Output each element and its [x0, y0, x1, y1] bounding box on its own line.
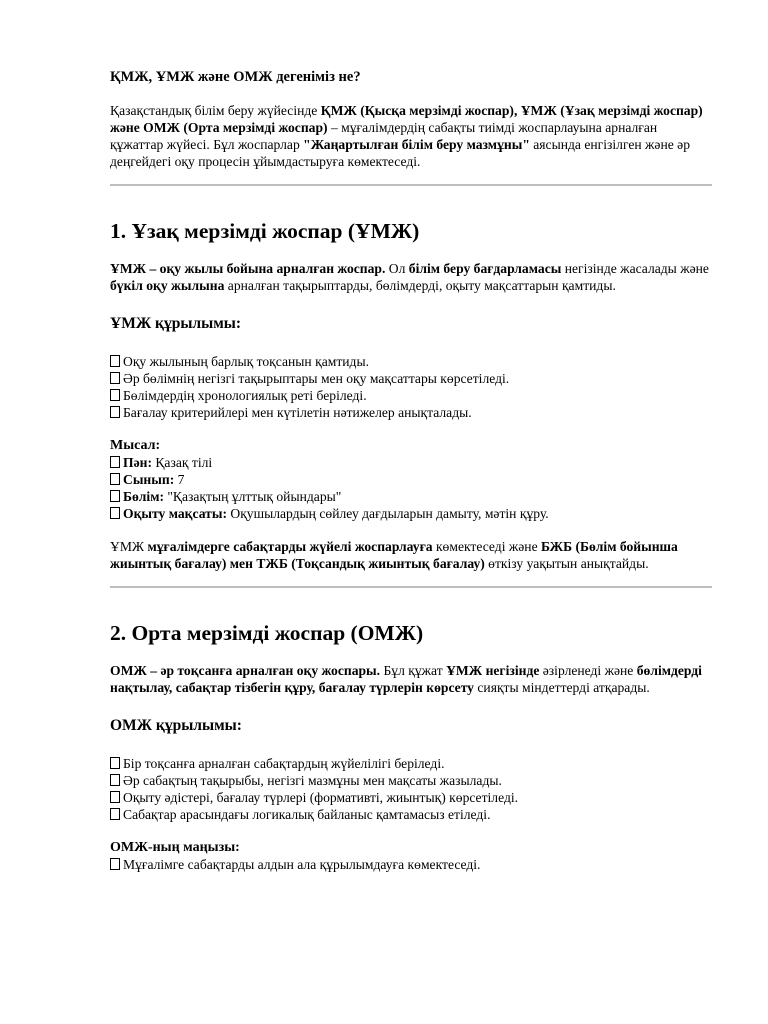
example-label: Сынып:: [123, 472, 175, 487]
checkbox-icon: [110, 507, 120, 519]
list-item: [110, 387, 712, 404]
list-item-text: Бір тоқсанға арналған сабақтардың жүйелілігі беріледі.: [123, 756, 445, 771]
section1-closing-paragraph: [110, 538, 712, 572]
s1-bold-1: ҰМЖ – оқу жылы бойына арналған жоспар.: [110, 261, 386, 276]
checkbox-icon: [110, 774, 120, 786]
list-item-text: Бағалау критерийлері мен күтілетін нәтижелер анықталады.: [123, 405, 472, 420]
checkbox-icon: [110, 858, 120, 870]
checkbox-icon: [110, 791, 120, 803]
example-value: "Қазақтың ұлттық ойындары": [163, 489, 342, 504]
list-item: [110, 471, 712, 488]
s1-text-1: Ол: [385, 261, 409, 276]
section1-structure-list: [110, 353, 712, 421]
list-item-text: Мұғалімге сабақтарды алдын ала құрылымдауға көмектеседі.: [123, 857, 481, 872]
s2-bold-2: ҰМЖ негізінде: [446, 663, 540, 678]
intro-paragraph: [110, 102, 712, 170]
document-title: ҚМЖ, ҰМЖ және ОМЖ дегеніміз не?: [110, 69, 361, 85]
checkbox-icon: [110, 372, 120, 384]
list-item: [110, 404, 712, 421]
list-item: [110, 755, 712, 772]
s2-text-1: Бұл құжат: [380, 663, 447, 678]
checkbox-icon: [110, 808, 120, 820]
example-heading: Мысал:: [110, 438, 161, 453]
section1-paragraph: [110, 260, 712, 294]
s1-bold-3: бүкіл оқу жылына: [110, 278, 225, 293]
section2-heading: 2. Орта мерзімді жоспар (ОМЖ): [110, 621, 424, 645]
section2-paragraph: [110, 662, 712, 696]
section2-structure-heading: ОМЖ құрылымы:: [110, 717, 242, 734]
closing-text-3: өткізу уақытын анықтайды.: [484, 556, 649, 571]
example-value: 7: [174, 472, 185, 487]
list-item-text: Бөлімдердің хронологиялық реті беріледі.: [123, 388, 367, 403]
importance-heading: ОМЖ-ның маңызы:: [110, 840, 240, 855]
closing-text-1: ҰМЖ: [110, 539, 148, 554]
intro-text-1: Қазақстандық білім беру жүйесінде: [110, 103, 321, 118]
importance-list: [110, 856, 712, 873]
list-item: [110, 488, 712, 505]
checkbox-icon: [110, 389, 120, 401]
closing-text-2: көмектеседі және: [432, 539, 541, 554]
s2-text-3: сияқты міндеттерді атқарады.: [473, 680, 650, 695]
document-content: [110, 68, 712, 873]
checkbox-icon: [110, 355, 120, 367]
checkbox-icon: [110, 456, 120, 468]
list-item-text: Әр бөлімнің негізгі тақырыптары мен оқу мақсаттары көрсетіледі.: [123, 371, 510, 386]
section1-structure-heading: ҰМЖ құрылымы:: [110, 315, 242, 332]
list-item-text: Әр сабақтың тақырыбы, негізгі мазмұны мен мақсаты жазылады.: [123, 773, 502, 788]
checkbox-icon: [110, 490, 120, 502]
s2-text-2: әзірленеді және: [539, 663, 637, 678]
example-list: [110, 454, 712, 522]
list-item: [110, 856, 712, 873]
closing-bold-2: БЖБ (Бөлім бойынша жиынтық бағалау) мен ТЖБ (Тоқсандық жиынтық бағалау): [110, 539, 678, 571]
s2-bold-1: ОМЖ – әр тоқсанға арналған оқу жоспары.: [110, 663, 381, 678]
intro-bold-1: ҚМЖ (Қысқа мерзімді жоспар), ҰМЖ (Ұзақ мерзімді жоспар) және ОМЖ (Орта мерзімді жоспар): [110, 103, 703, 135]
list-item: [110, 454, 712, 471]
checkbox-icon: [110, 473, 120, 485]
example-label: Оқыту мақсаты:: [123, 506, 227, 521]
list-item: [110, 772, 712, 789]
s1-bold-2: білім беру бағдарламасы: [408, 261, 562, 276]
intro-bold-2: "Жаңартылған білім беру мазмұны": [303, 137, 530, 152]
list-item: [110, 806, 712, 823]
intro-text-3: аясында енгізілген және әр деңгейдегі оқу процесін ұйымдастыруға көмектеседі.: [110, 137, 691, 169]
example-label: Пән:: [123, 455, 152, 470]
section2-structure-list: [110, 755, 712, 823]
example-value: Оқушылардың сөйлеу дағдыларын дамыту, мәтін құру.: [226, 506, 549, 521]
list-item: [110, 353, 712, 370]
s1-text-2: негізінде жасалады және: [561, 261, 709, 276]
s1-text-3: арналған тақырыптарды, бөлімдерді, оқыту мақсаттарын қамтиды.: [224, 278, 616, 293]
checkbox-icon: [110, 757, 120, 769]
checkbox-icon: [110, 406, 120, 418]
list-item: [110, 789, 712, 806]
closing-bold-1: мұғалімдерге сабақтарды жүйелі жоспарлауға: [147, 539, 433, 554]
intro-text-2: – мұғалімдердің сабақты тиімді жоспарлауына арналған құжаттар жүйесі. Бұл жоспарлар: [110, 120, 658, 152]
list-item-text: Оқу жылының барлық тоқсанын қамтиды.: [123, 354, 370, 369]
list-item: [110, 370, 712, 387]
example-label: Бөлім:: [123, 489, 164, 504]
list-item: [110, 505, 712, 522]
section1-heading: 1. Ұзақ мерзімді жоспар (ҰМЖ): [110, 219, 420, 243]
example-value: Қазақ тілі: [151, 455, 213, 470]
list-item-text: Оқыту әдістері, бағалау түрлері (формативті, жиынтық) көрсетіледі.: [123, 790, 519, 805]
s2-bold-3: бөлімдерді нақтылау, сабақтар тізбегін құру, бағалау түрлерін көрсету: [110, 663, 702, 695]
list-item-text: Сабақтар арасындағы логикалық байланыс қамтамасыз етіледі.: [123, 807, 491, 822]
